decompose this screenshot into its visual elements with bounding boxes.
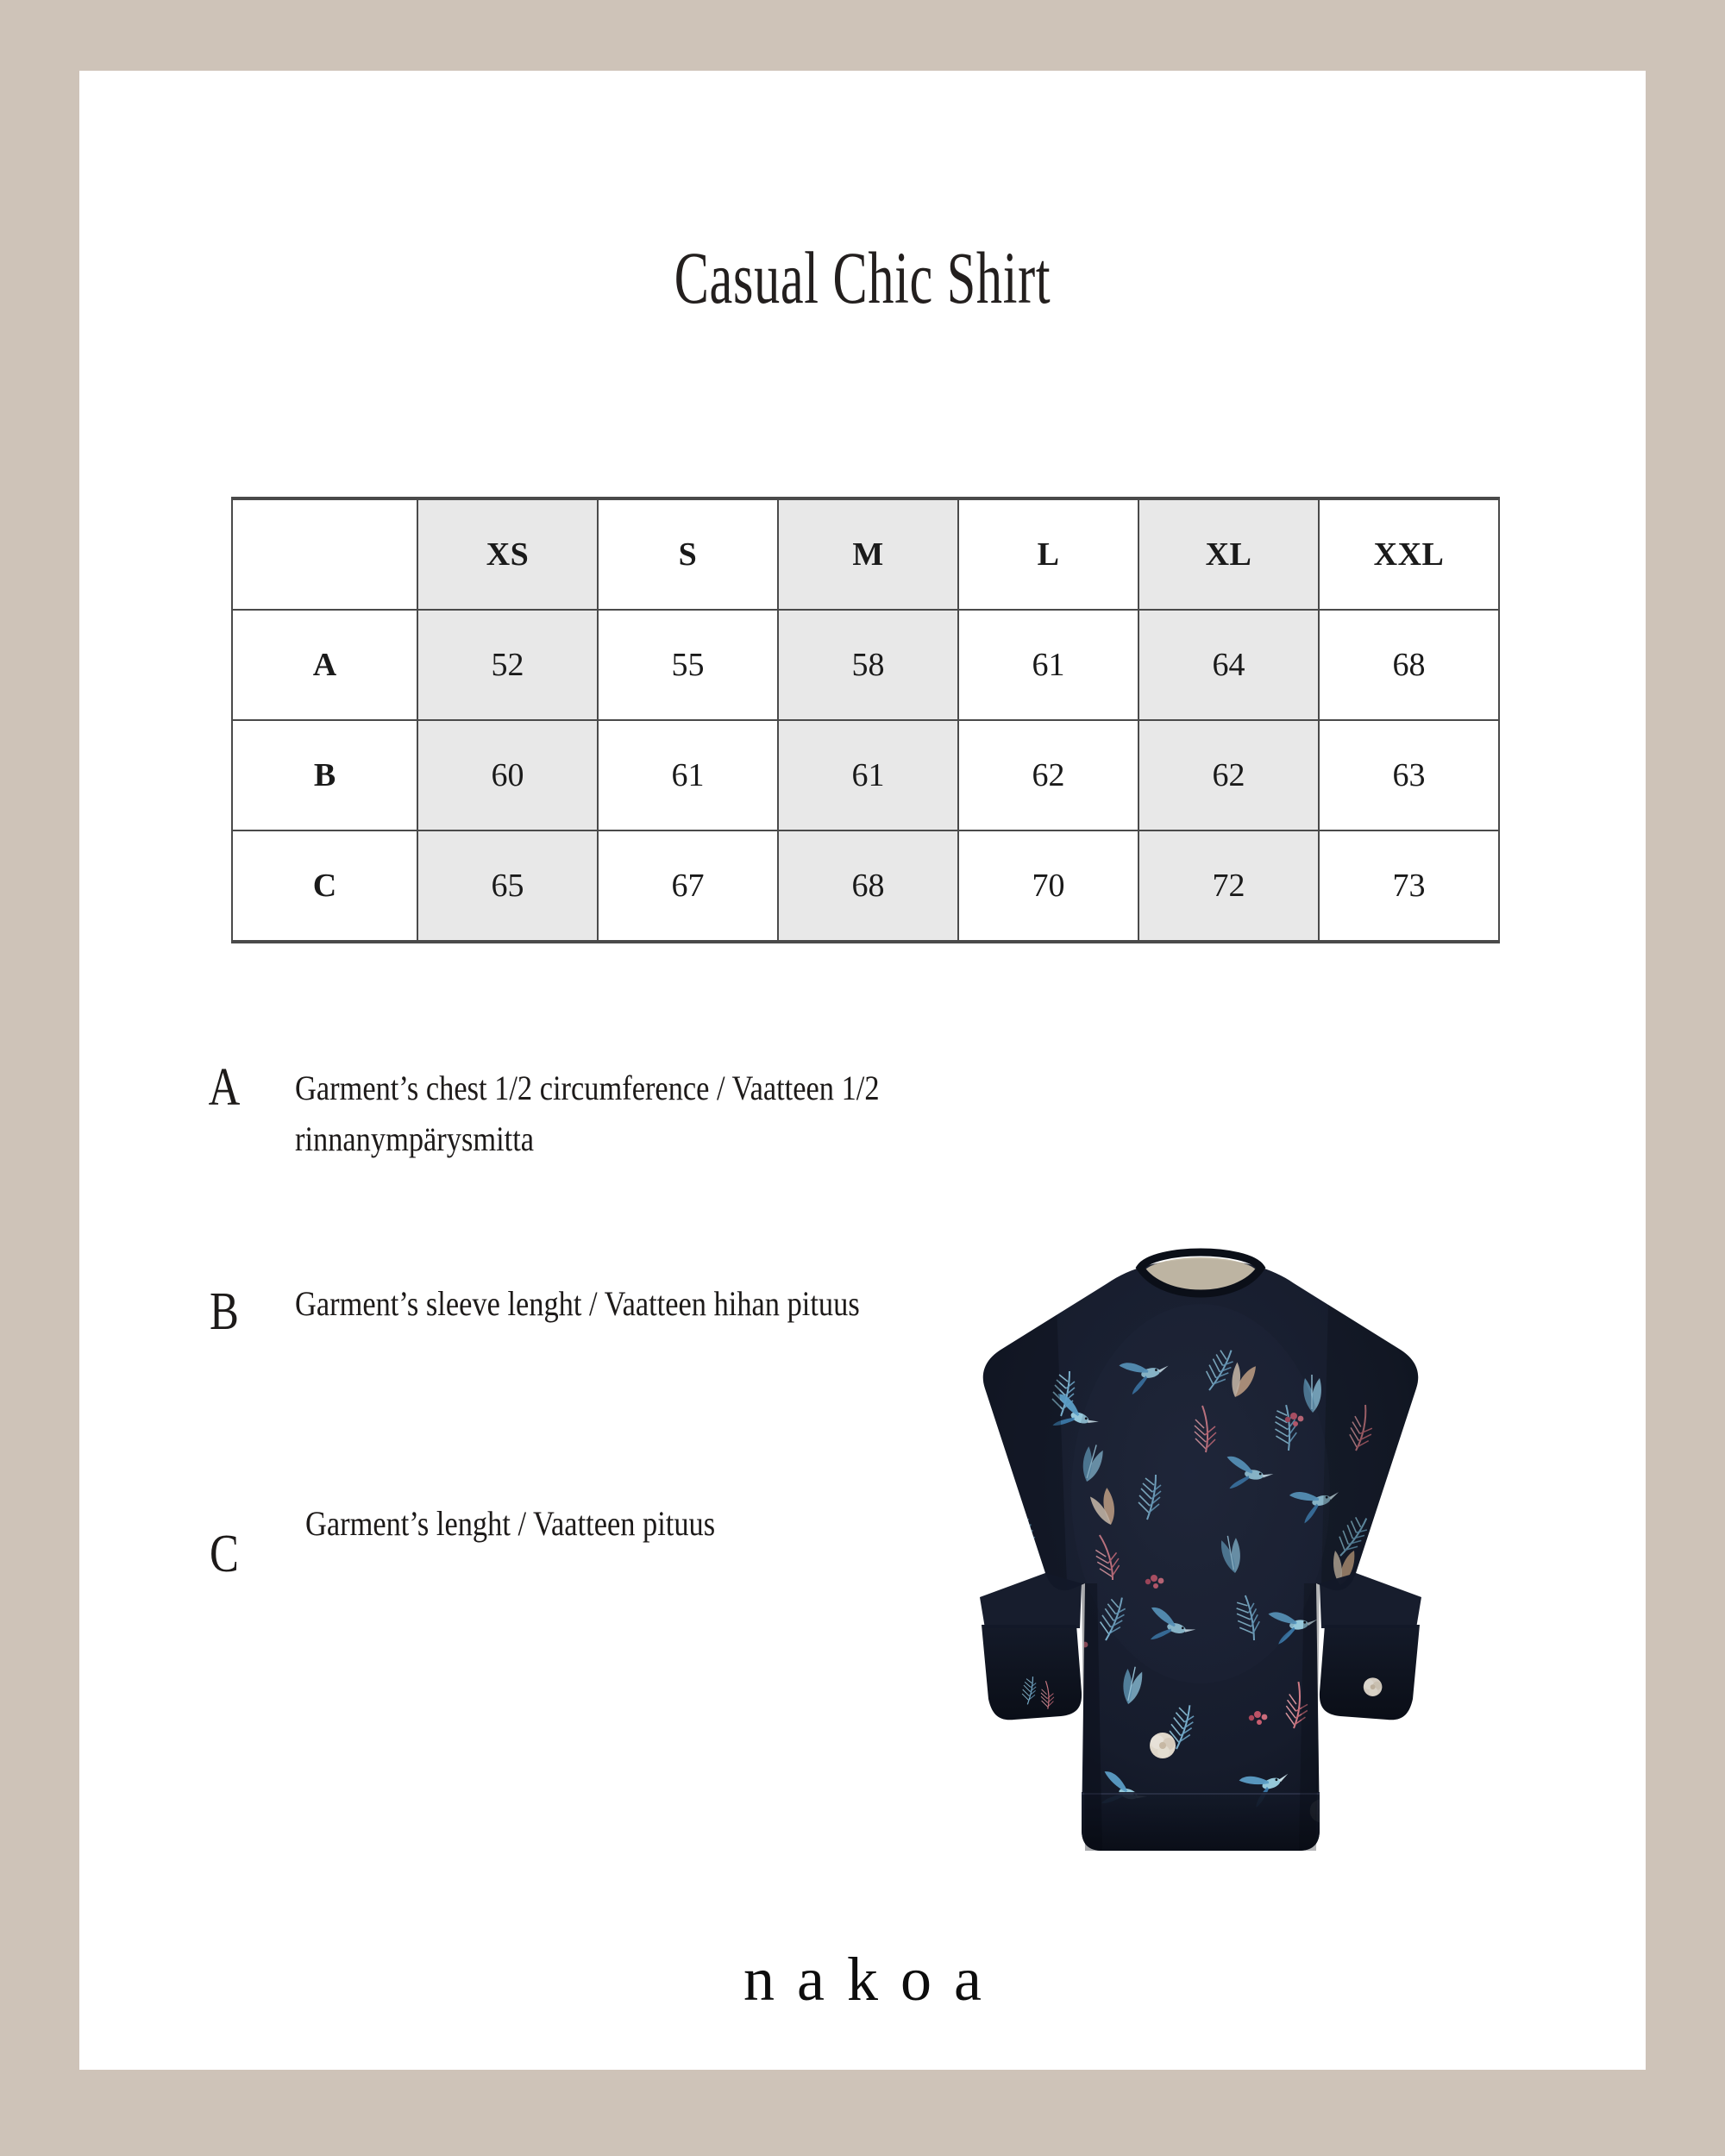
size-table <box>231 497 1500 943</box>
legend-text-c: Garment’s lenght / Vaatteen pituus <box>305 1504 716 1543</box>
table-row <box>232 610 1499 720</box>
table-header-m: M <box>778 498 958 610</box>
table-row <box>232 720 1499 830</box>
row-label-b: B <box>232 720 417 830</box>
cell-b-s: 61 <box>598 720 778 830</box>
garment-neckline <box>1140 1252 1261 1294</box>
cell-c-m: 68 <box>778 830 958 942</box>
cell-b-l: 62 <box>958 720 1138 830</box>
cell-c-l: 70 <box>958 830 1138 942</box>
cell-a-xl: 64 <box>1138 610 1319 720</box>
legend-text-a: Garment’s chest 1/2 circumference / Vaatteen 1/2 rinnanympärysmitta <box>295 1069 880 1159</box>
cell-c-xs: 65 <box>417 830 598 942</box>
legend-text-b: Garment’s sleeve lenght / Vaatteen hihan pituus <box>295 1284 860 1323</box>
cell-b-m: 61 <box>778 720 958 830</box>
cell-c-xl: 72 <box>1138 830 1319 942</box>
cell-a-m: 58 <box>778 610 958 720</box>
page-title: Casual Chic Shirt <box>674 236 1051 319</box>
table-header-xxl: XXL <box>1319 498 1499 610</box>
table-corner-cell <box>232 498 417 610</box>
cell-c-xxl: 73 <box>1319 830 1499 942</box>
cell-a-l: 61 <box>958 610 1138 720</box>
legend-letter-c: C <box>210 1525 239 1583</box>
cell-b-xs: 60 <box>417 720 598 830</box>
table-header-row <box>232 498 1499 610</box>
table-header-xl: XL <box>1138 498 1319 610</box>
garment-cuff-left <box>982 1625 1082 1720</box>
cell-a-s: 55 <box>598 610 778 720</box>
legend-letter-b: B <box>210 1282 239 1341</box>
cell-b-xl: 62 <box>1138 720 1319 830</box>
table-row <box>232 830 1499 942</box>
row-label-a: A <box>232 610 417 720</box>
cell-a-xs: 52 <box>417 610 598 720</box>
cell-c-s: 67 <box>598 830 778 942</box>
garment-illustration <box>950 1235 1451 1934</box>
garment-photo <box>950 1235 1451 1934</box>
legend-letter-a: A <box>208 1058 241 1117</box>
brand-logo: nakoa <box>743 1945 1004 2014</box>
garment-cuff-right <box>1320 1625 1420 1720</box>
cell-b-xxl: 63 <box>1319 720 1499 830</box>
row-label-c: C <box>232 830 417 942</box>
garment-hem-band <box>1082 1792 1320 1851</box>
table-header-xs: XS <box>417 498 598 610</box>
table-header-s: S <box>598 498 778 610</box>
cell-a-xxl: 68 <box>1319 610 1499 720</box>
sheet <box>79 71 1646 2070</box>
table-header-l: L <box>958 498 1138 610</box>
